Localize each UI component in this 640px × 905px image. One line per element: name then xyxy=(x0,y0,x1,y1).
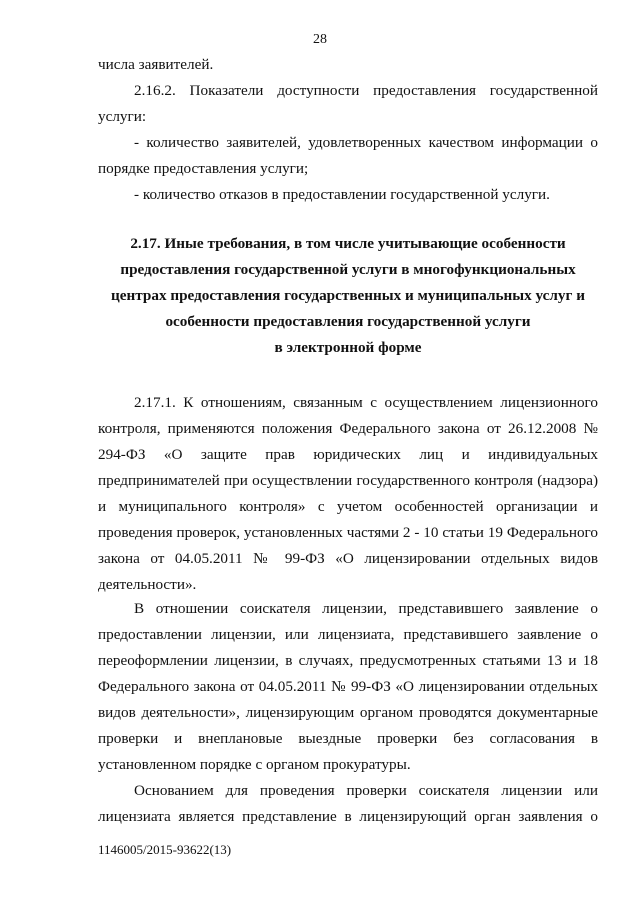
text-line: предоставлении лицензии, или лицензиата, представившего заявление о xyxy=(98,626,598,643)
text-line: Федерального закона от 04.05.2011 № 99-ФЗ «О лицензировании отдельных xyxy=(98,678,598,695)
paragraph-basis xyxy=(98,778,598,830)
text-line: закона от 04.05.2011 № 99-ФЗ «О лицензировании отдельных видов xyxy=(98,550,598,567)
section-heading xyxy=(98,231,598,361)
heading-line: в электронной форме xyxy=(274,339,422,356)
heading-line: 2.17. Иные требования, в том числе учитывающие особенности xyxy=(130,235,566,252)
text-line: 2.17.1. К отношениям, связанным с осуществлением лицензионного xyxy=(134,394,598,411)
text-line: услуги: xyxy=(98,108,147,125)
heading-line: особенности предоставления государственной услуги xyxy=(165,313,531,330)
text-line: числа заявителей. xyxy=(98,56,214,73)
text-line: - количество отказов в предоставлении государственной услуги. xyxy=(134,186,550,203)
top-text-block xyxy=(98,52,598,208)
text-line: предпринимателей при осуществлении государственного контроля (надзора) xyxy=(98,472,598,489)
text-line: деятельности». xyxy=(98,576,197,593)
paragraph-applicant xyxy=(98,596,598,778)
text-line: 294-ФЗ «О защите прав юридических лиц и индивидуальных xyxy=(98,446,598,463)
text-line: переоформлении лицензии, в случаях, предусмотренных статьями 13 и 18 xyxy=(98,652,598,669)
document-footer-code: 1146005/2015-93622(13) xyxy=(98,842,232,857)
text-line: лицензиата является представление в лицензирующий орган заявления о xyxy=(98,808,598,825)
heading-line: центрах предоставления государственных и муниципальных услуг и xyxy=(111,287,585,304)
text-line: проверки и внеплановые выездные проверки без согласования в xyxy=(98,730,598,747)
text-line: - количество заявителей, удовлетворенных качеством информации о xyxy=(134,134,598,151)
text-line: установленном порядке с органом прокуратуры. xyxy=(98,756,411,773)
text-line: контроля, применяются положения Федерального закона от 26.12.2008 № xyxy=(98,420,598,437)
text-line: проведения проверок, установленных частями 2 - 10 статьи 19 Федерального xyxy=(98,524,598,541)
paragraph-2-17-1 xyxy=(98,390,598,598)
text-line: видов деятельности», лицензирующим органом проводятся документарные xyxy=(98,704,598,721)
text-line: В отношении соискателя лицензии, представившего заявление о xyxy=(134,600,598,617)
text-line: Основанием для проведения проверки соискателя лицензии или xyxy=(134,782,598,799)
heading-line: предоставления государственной услуги в многофункциональных xyxy=(120,261,576,278)
text-line: и муниципального контроля» с учетом особенностей организации и xyxy=(98,498,598,515)
text-line: 2.16.2. Показатели доступности предоставления государственной xyxy=(134,82,598,99)
page-number: 28 xyxy=(313,32,327,47)
text-line: порядке предоставления услуги; xyxy=(98,160,309,177)
